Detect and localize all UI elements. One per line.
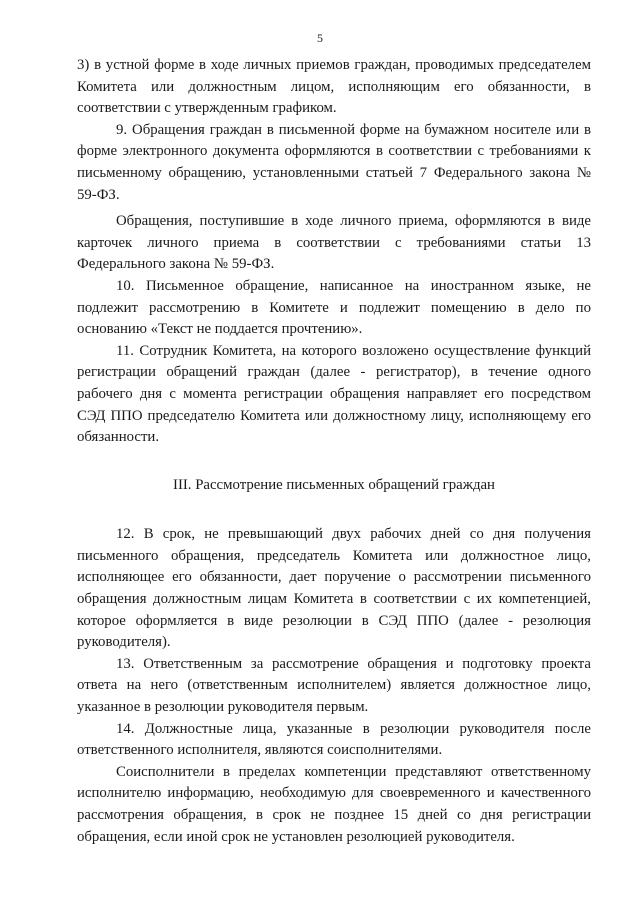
paragraph-11: 11. Сотрудник Комитета, на которого возложено осуществление функций регистрации обращений граждан (далее - регистратор), в течение одного рабочего дня с момента регистрации обращения направляет его посредством СЭД ППО председателю Комитета или должностному лицу, исполняющему его обязанности.: [77, 342, 591, 446]
document-body: [77, 55, 591, 848]
paragraph-personal-reception: Обращения, поступившие в ходе личного приема, оформляются в виде карточек личного приема в соответствии с требованиями статьи 13 Федерального закона № 59-ФЗ.: [77, 213, 591, 273]
paragraph-9: 9. Обращения граждан в письменной форме на бумажном носителе или в форме электронного документа оформляются в соответствии с требованиями к письменному обращению, установленными статьей 7 Федерального закона № 59-ФЗ.: [77, 121, 591, 203]
paragraph-10: 10. Письменное обращение, написанное на иностранном языке, не подлежит рассмотрению в Комитете и подлежит помещению в дело по основанию «Текст не поддается прочтению».: [77, 277, 591, 338]
section-heading: III. Рассмотрение письменных обращений граждан: [173, 476, 495, 493]
paragraph-12: 12. В срок, не превышающий двух рабочих дней со дня получения письменного обращения, председатель Комитета или должностное лицо, исполняющее его обязанности, дает поручение о рассмотрении письменного обращения должностным лицам Комитета в соответствии с их компетенцией, которое оформляется в виде резолюции в СЭД ППО (далее - резолюция руководителя).: [77, 526, 591, 651]
paragraph-item-3: 3) в устной форме в ходе личных приемов граждан, проводимых председателем Комитета или должностным лицом, исполняющим его обязанности, в соответствии с утвержденным графиком.: [77, 57, 591, 117]
page-number: 5: [317, 31, 323, 45]
paragraph-13: 13. Ответственным за рассмотрение обращения и подготовку проекта ответа на него (ответственным исполнителем) является должностное лицо, указанное в резолюции руководителя первым.: [77, 655, 591, 716]
paragraph-co-executors: Соисполнители в пределах компетенции представляют ответственному исполнителю информацию, необходимую для своевременного и качественного рассмотрения обращения, в срок не позднее 15 дней со дня регистрации обращения, если иной срок не установлен резолюцией руководителя.: [77, 763, 591, 845]
paragraph-14: 14. Должностные лица, указанные в резолюции руководителя после ответственного исполнителя, являются соисполнителями.: [77, 720, 591, 759]
